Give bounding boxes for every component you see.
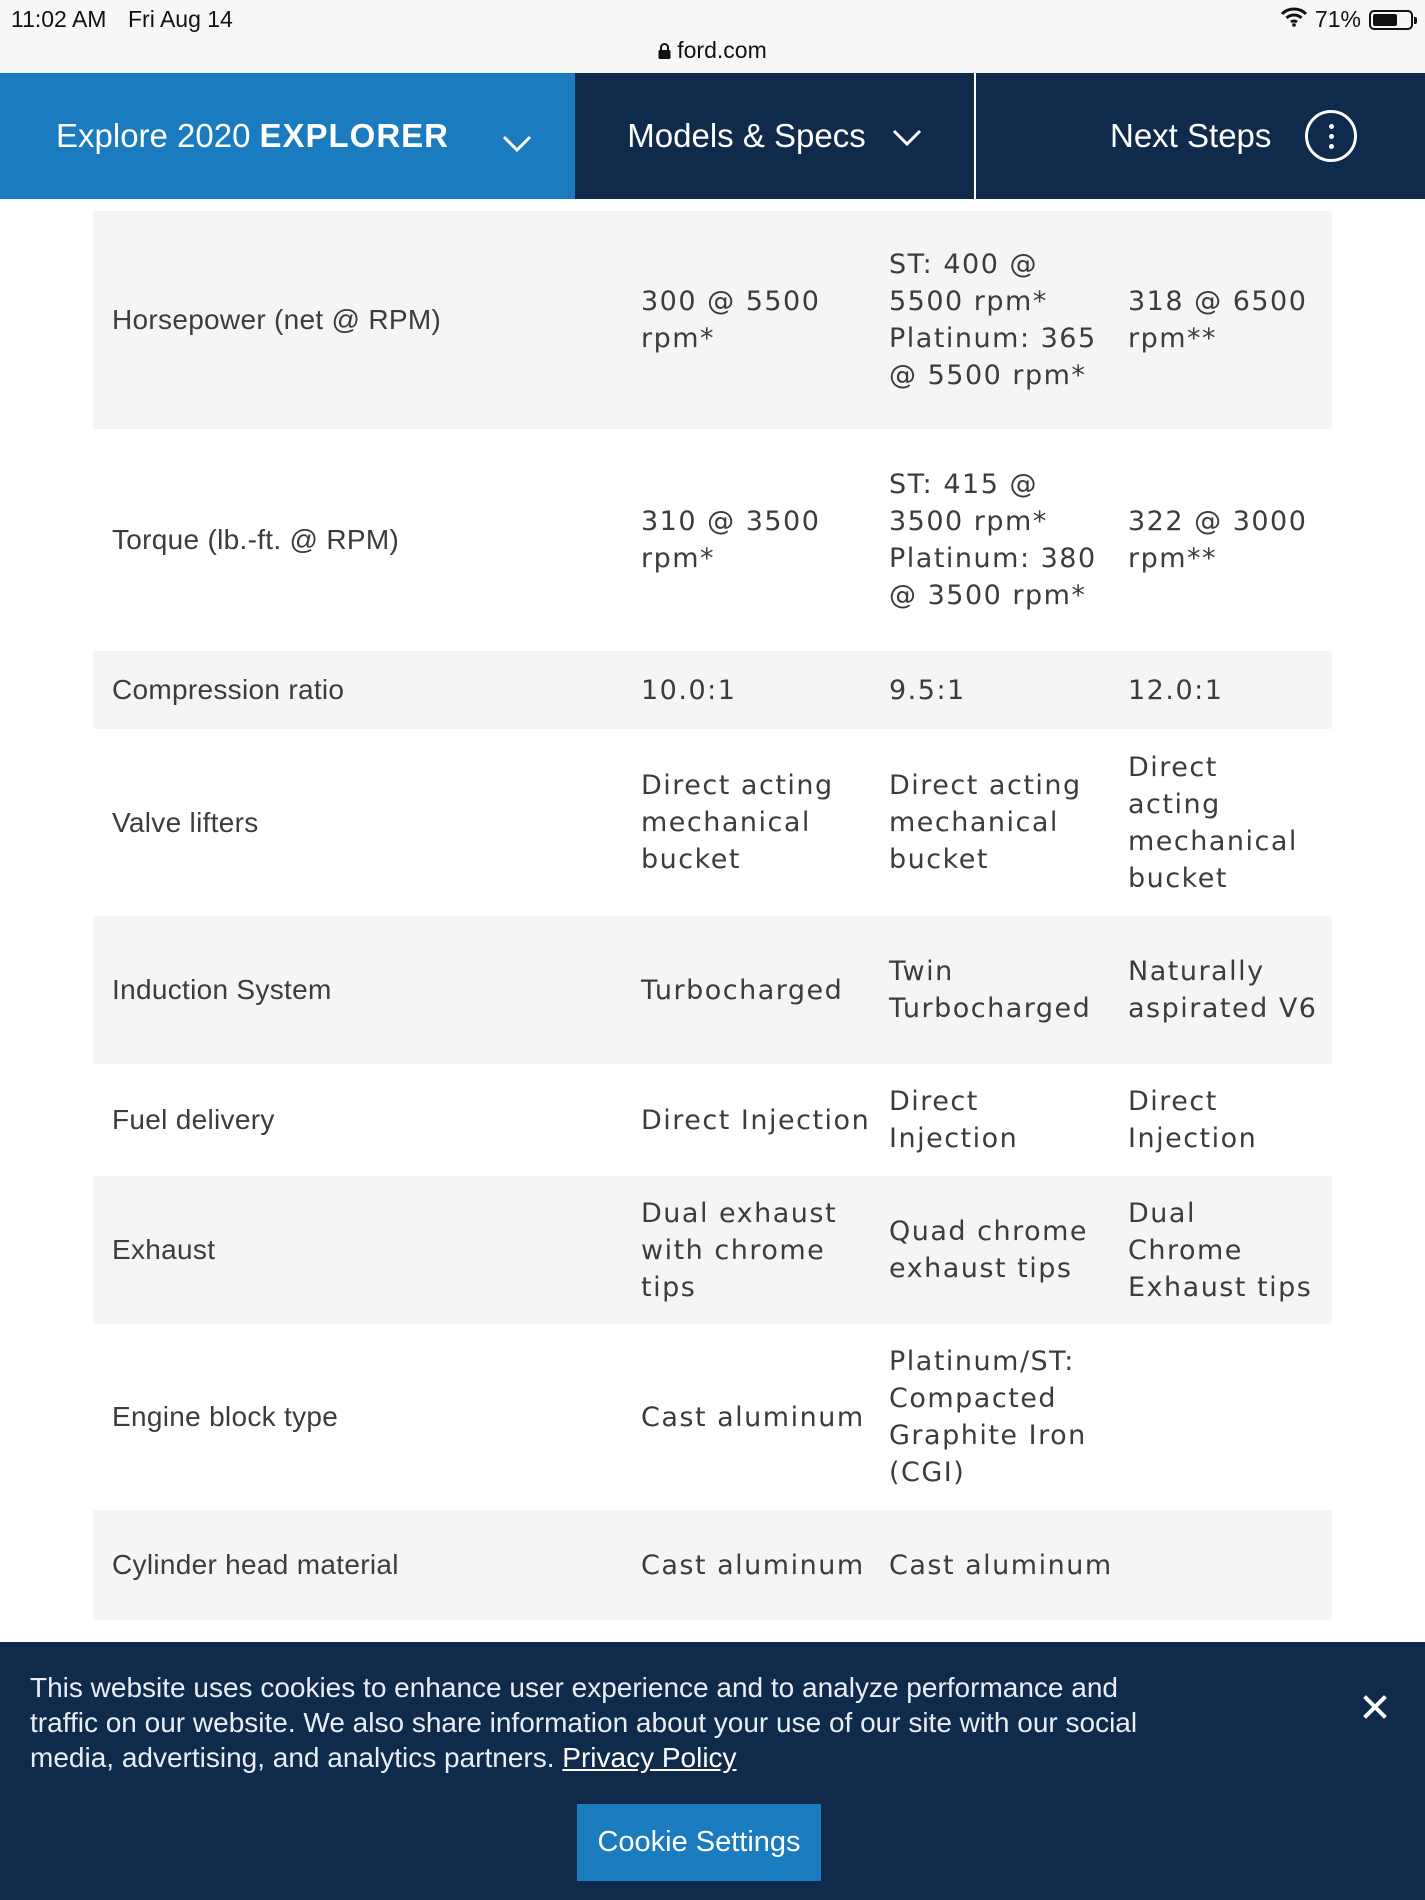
chevron-down-icon <box>892 117 922 155</box>
table-row <box>93 916 1332 1064</box>
spec-label: Valve lifters <box>112 806 259 838</box>
spec-value: Direct Injection <box>1128 1086 1258 1154</box>
spec-value: 300 @ 5500 rpm* <box>641 286 821 354</box>
table-row <box>93 211 1332 429</box>
privacy-policy-link[interactable]: Privacy Policy <box>562 1742 737 1773</box>
models-specs-menu[interactable] <box>575 73 976 199</box>
explore-model-name: EXPLORER <box>259 117 450 154</box>
spec-label: Engine block type <box>112 1401 339 1432</box>
spec-value: ST: 415 @ 3500 rpm* Platinum: 380 @ 3500 rpm* <box>889 469 1097 611</box>
next-steps-menu[interactable] <box>976 73 1425 199</box>
spec-value: 9.5:1 <box>889 674 966 706</box>
battery-percent: 71% <box>1314 6 1361 32</box>
spec-value: 10.0:1 <box>641 674 737 706</box>
table-row <box>93 429 1332 651</box>
chevron-down-icon <box>502 123 532 161</box>
spec-value: Twin Turbocharged <box>889 956 1092 1024</box>
table-row <box>93 1324 1332 1510</box>
spec-value: Quad chrome exhaust tips <box>889 1216 1089 1284</box>
spec-value: Platinum/ST: Compacted Graphite Iron (CGI) <box>889 1346 1087 1488</box>
spec-value: ST: 400 @ 5500 rpm* Platinum: 365 @ 5500 rpm* <box>889 249 1097 391</box>
spec-label: Compression ratio <box>112 674 345 705</box>
spec-value: Direct Injection <box>641 1104 871 1136</box>
spec-value: Dual Chrome Exhaust tips <box>1128 1197 1313 1303</box>
spec-value: Dual exhaust with chrome tips <box>641 1197 838 1303</box>
spec-value: 318 @ 6500 rpm** <box>1128 286 1308 354</box>
spec-value: Naturally aspirated V6 <box>1128 956 1318 1024</box>
spec-value: Cast aluminum <box>889 1549 1113 1581</box>
battery-icon <box>1369 10 1413 30</box>
spec-label: Fuel delivery <box>112 1104 275 1135</box>
main-nav <box>0 73 1425 199</box>
lock-icon <box>658 38 671 65</box>
spec-label: Torque (lb.-ft. @ RPM) <box>112 524 400 555</box>
spec-label: Induction System <box>112 974 332 1005</box>
url-text: ford.com <box>677 37 767 63</box>
table-row <box>93 651 1332 729</box>
models-specs-label: Models & Specs <box>627 117 866 154</box>
table-row <box>93 1510 1332 1620</box>
spec-value: Direct Injection <box>889 1086 1019 1154</box>
cookie-message <box>30 1670 1180 1775</box>
status-time: 11:02 AM <box>11 6 107 32</box>
spec-value: Direct acting mechanical bucket <box>889 770 1082 875</box>
next-steps-label: Next Steps <box>1110 117 1272 154</box>
explore-model-menu[interactable] <box>0 73 575 199</box>
spec-value: 12.0:1 <box>1128 674 1224 706</box>
spec-value: Direct acting mechanical bucket <box>1128 751 1298 894</box>
engine-specs-table <box>93 211 1332 1620</box>
address-bar[interactable] <box>0 37 1425 65</box>
wifi-icon <box>1281 6 1307 33</box>
spec-value: 322 @ 3000 rpm** <box>1128 506 1308 574</box>
spec-value: Turbocharged <box>641 974 844 1006</box>
spec-value: Direct acting mechanical bucket <box>641 770 834 875</box>
spec-value: 310 @ 3500 rpm* <box>641 506 821 574</box>
more-options-icon[interactable] <box>1305 110 1357 162</box>
status-date: Fri Aug 14 <box>128 6 233 32</box>
spec-label: Horsepower (net @ RPM) <box>112 304 442 335</box>
spec-value: Cast aluminum <box>641 1549 865 1581</box>
table-row <box>93 729 1332 916</box>
spec-label: Cylinder head material <box>112 1549 399 1580</box>
cookie-settings-button[interactable]: Cookie Settings <box>577 1804 821 1881</box>
table-row <box>93 1176 1332 1324</box>
table-row <box>93 1064 1332 1176</box>
cookie-text: This website uses cookies to enhance user experience and to analyze performance and traffic on our website. We also share information about your use of our site with our social media, advertising, and analytics partners. <box>30 1672 1138 1773</box>
status-bar <box>0 0 1425 73</box>
spec-value: Cast aluminum <box>641 1401 865 1433</box>
close-icon[interactable] <box>1362 1694 1388 1720</box>
explore-prefix: Explore 2020 <box>56 117 251 154</box>
spec-label: Exhaust <box>112 1234 216 1265</box>
